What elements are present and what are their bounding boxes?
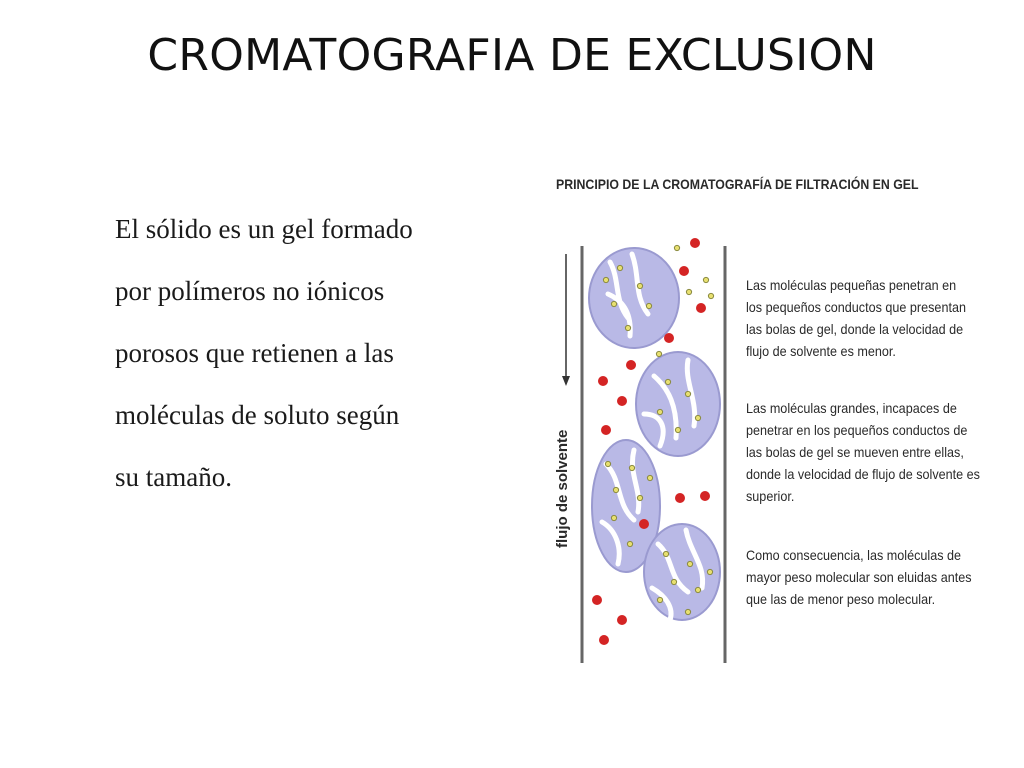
small-molecule xyxy=(663,551,668,556)
small-molecule xyxy=(625,325,630,330)
small-molecule xyxy=(637,495,642,500)
large-molecule xyxy=(592,595,602,605)
small-molecule xyxy=(703,277,708,282)
description-line: donde la velocidad de flujo de solvente es xyxy=(746,466,980,482)
large-molecule xyxy=(617,615,627,625)
small-molecule xyxy=(629,465,634,470)
description-line: penetrar en los pequeños conductos de xyxy=(746,422,968,438)
flow-arrow-head xyxy=(562,376,570,386)
small-molecule xyxy=(686,289,691,294)
description-line: los pequeños conductos que presentan xyxy=(746,299,966,315)
large-molecule xyxy=(690,238,700,248)
large-molecule xyxy=(664,333,674,343)
description-line: mayor peso molecular son eluidas antes xyxy=(746,569,972,585)
small-molecule xyxy=(707,569,712,574)
large-molecule xyxy=(598,376,608,386)
small-molecule xyxy=(674,245,679,250)
small-molecule xyxy=(675,427,680,432)
large-molecule xyxy=(601,425,611,435)
small-molecule xyxy=(695,587,700,592)
gel-bead xyxy=(589,248,679,348)
flow-label: flujo de solvente xyxy=(554,429,571,548)
small-molecule xyxy=(611,515,616,520)
small-molecule xyxy=(656,351,661,356)
body-line: porosos que retienen a las xyxy=(115,338,394,368)
body-text xyxy=(115,198,515,508)
small-molecule xyxy=(685,609,690,614)
large-molecule xyxy=(679,266,689,276)
body-line: por polímeros no iónicos xyxy=(115,276,385,306)
large-molecule xyxy=(617,396,627,406)
small-molecule xyxy=(657,597,662,602)
small-molecule xyxy=(605,461,610,466)
description-small-molecules xyxy=(746,274,966,362)
description-line: las bolas de gel se mueven entre ellas, xyxy=(746,444,964,460)
body-line: El sólido es un gel formado xyxy=(115,214,413,244)
description-consequence xyxy=(746,544,972,610)
body-line: moléculas de soluto según xyxy=(115,400,400,430)
description-line: Como consecuencia, las moléculas de xyxy=(746,547,962,563)
small-molecule xyxy=(611,301,616,306)
large-molecule xyxy=(599,635,609,645)
small-molecule xyxy=(708,293,713,298)
small-molecule xyxy=(671,579,676,584)
large-molecule xyxy=(700,491,710,501)
large-molecule xyxy=(626,360,636,370)
small-molecule xyxy=(617,265,622,270)
description-line: Las moléculas grandes, incapaces de xyxy=(746,400,957,416)
description-line: las bolas de gel, donde la velocidad de xyxy=(746,321,964,337)
small-molecule xyxy=(637,283,642,288)
figure-title: PRINCIPIO DE LA CROMATOGRAFÍA DE FILTRACIÓN EN GEL xyxy=(556,176,919,192)
large-molecule xyxy=(675,493,685,503)
small-molecule xyxy=(687,561,692,566)
small-molecule xyxy=(665,379,670,384)
description-line: Las moléculas pequeñas penetran en xyxy=(746,277,957,293)
description-large-molecules xyxy=(746,397,980,507)
body-line: su tamaño. xyxy=(115,462,232,492)
gel-filtration-figure xyxy=(548,168,978,668)
large-molecule xyxy=(696,303,706,313)
description-line: flujo de solvente es menor. xyxy=(746,343,896,359)
small-molecule xyxy=(657,409,662,414)
description-line: que las de menor peso molecular. xyxy=(746,591,936,607)
large-molecule xyxy=(639,519,649,529)
small-molecule xyxy=(627,541,632,546)
slide-title: CROMATOGRAFIA DE EXCLUSION xyxy=(147,30,877,81)
small-molecule xyxy=(695,415,700,420)
description-line: superior. xyxy=(746,488,795,504)
small-molecule xyxy=(647,475,652,480)
small-molecule xyxy=(685,391,690,396)
gel-bead xyxy=(636,352,720,456)
small-molecule xyxy=(646,303,651,308)
small-molecule xyxy=(603,277,608,282)
small-molecule xyxy=(613,487,618,492)
